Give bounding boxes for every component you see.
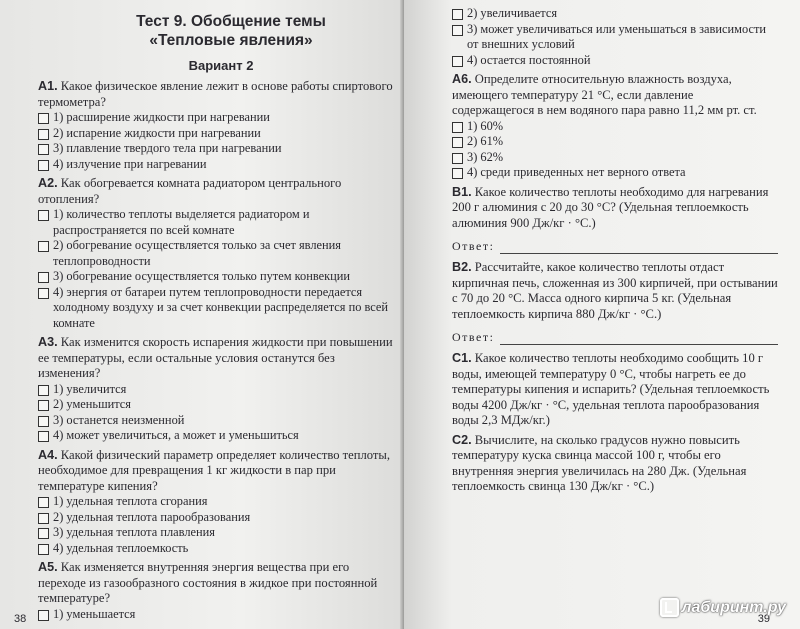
question-c2	[452, 433, 778, 495]
checkbox[interactable]	[38, 544, 49, 555]
checkbox[interactable]	[452, 56, 463, 67]
answer-line[interactable]	[500, 243, 778, 254]
option-a1-1[interactable]: 1) расширение жидкости при нагревании	[38, 110, 394, 126]
option-a4-1[interactable]: 1) удельная теплота сгорания	[38, 494, 394, 510]
question-text: Определите относительную влажность воздуха, имеющего температуру 21 °С, если давление содержащегося в нем водяного пара равно 11,2 мм рт. ст.	[452, 72, 757, 117]
checkbox[interactable]	[38, 160, 49, 171]
question-a2	[38, 176, 394, 207]
option-a3-1[interactable]: 1) увеличится	[38, 382, 394, 398]
option-a2-1[interactable]: 1) количество теплоты выделяется радиатором и распространяется по всей комнате	[38, 207, 394, 238]
question-text: Как изменится скорость испарения жидкости при повышении ее температуры, если остальные условия останутся без изменения?	[38, 335, 393, 380]
watermark	[660, 598, 786, 617]
option-a3-2[interactable]: 2) уменьшится	[38, 397, 394, 413]
question-a1	[38, 79, 394, 110]
option-a5-3[interactable]: 3) может увеличиваться или уменьшаться в зависимости от внешних условий	[452, 22, 778, 53]
question-text: Какое физическое явление лежит в основе работы спиртового термометра?	[38, 79, 393, 109]
question-label: А1.	[38, 79, 58, 93]
option-a3-4[interactable]: 4) может увеличиться, а может и уменьшиться	[38, 428, 394, 444]
checkbox[interactable]	[38, 385, 49, 396]
option-a6-1[interactable]: 1) 60%	[452, 119, 778, 135]
watermark-text: лабиринт.ру	[681, 598, 786, 616]
question-label: С2.	[452, 432, 472, 447]
checkbox[interactable]	[452, 168, 463, 179]
checkbox[interactable]	[38, 144, 49, 155]
question-a3	[38, 335, 394, 382]
option-a1-3[interactable]: 3) плавление твердого тела при нагревании	[38, 141, 394, 157]
question-b1	[452, 185, 778, 232]
test-subtitle: «Тепловые явления»	[149, 32, 313, 49]
checkbox[interactable]	[38, 113, 49, 124]
question-text: Рассчитайте, какое количество теплоты отдаст кирпичная печь, сложенная из 300 кирпичей, при остывании с 70 до 20 °С. Масса одного кирпича 5 кг. (Удельная теплоемкость кирпича 880 Дж/кг · °С.)	[452, 260, 778, 321]
question-label: А6.	[452, 72, 472, 86]
option-a1-4[interactable]: 4) излучение при нагревании	[38, 157, 394, 173]
checkbox[interactable]	[38, 497, 49, 508]
option-a2-4[interactable]: 4) энергия от батареи путем теплопроводности передается холодному воздуху и за счет конвекции распределяется по всей комнате	[38, 285, 394, 332]
question-text: Какой физический параметр определяет количество теплоты, необходимое для превращения 1 кг жидкости в пар при температуре кипения?	[38, 447, 391, 493]
question-text: Вычислите, на сколько градусов нужно повысить температуру куска свинца массой 100 г, чтобы его внутренняя энергия увеличилась на 280 Дж. (Удельная теплоемкость свинца 130 Дж/кг · °С.)	[452, 432, 747, 493]
checkbox[interactable]	[38, 400, 49, 411]
answer-label: Ответ:	[452, 239, 495, 253]
checkbox[interactable]	[452, 153, 463, 164]
test-title: Тест 9. Обобщение темы	[136, 13, 326, 30]
checkbox[interactable]	[38, 129, 49, 140]
checkbox[interactable]	[38, 528, 49, 539]
checkbox[interactable]	[38, 272, 49, 283]
answer-field-b1[interactable]	[452, 239, 778, 254]
right-page	[404, 0, 800, 629]
answer-label: Ответ:	[452, 330, 495, 344]
checkbox[interactable]	[38, 288, 49, 299]
option-a3-3[interactable]: 3) останется неизменной	[38, 413, 394, 429]
checkbox[interactable]	[452, 122, 463, 133]
checkbox[interactable]	[38, 416, 49, 427]
question-b2	[452, 260, 778, 322]
question-label: С1.	[452, 351, 472, 365]
checkbox[interactable]	[38, 431, 49, 442]
question-a5	[38, 560, 394, 607]
page-number-left: 38	[14, 613, 27, 625]
option-a6-3[interactable]: 3) 62%	[452, 150, 778, 166]
question-label: А3.	[38, 335, 58, 349]
checkbox[interactable]	[38, 241, 49, 252]
checkbox[interactable]	[38, 210, 49, 221]
question-text: Какое количество теплоты необходимо для нагревания 200 г алюминия с 20 до 30 °С? (Удельная теплоемкость алюминия 900 Дж/кг · °С.)	[452, 184, 769, 230]
option-a2-3[interactable]: 3) обогревание осуществляется только путем конвекции	[38, 269, 394, 285]
question-a4	[38, 448, 394, 495]
question-text: Как изменяется внутренняя энергия вещества при его переходе из газообразного состояния в жидкое при постоянной температуре?	[38, 560, 378, 605]
answer-field-b2[interactable]	[452, 330, 778, 345]
option-a1-2[interactable]: 2) испарение жидкости при нагревании	[38, 126, 394, 142]
checkbox[interactable]	[38, 513, 49, 524]
answer-line[interactable]	[500, 334, 778, 345]
question-text: Как обогревается комната радиатором центрального отопления?	[38, 176, 342, 206]
checkbox[interactable]	[452, 25, 463, 36]
option-a6-4[interactable]: 4) среди приведенных нет верного ответа	[452, 165, 778, 181]
variant-heading: Вариант 2	[188, 58, 254, 73]
question-label: А4.	[38, 447, 58, 462]
question-a6	[452, 72, 778, 119]
question-label: В2.	[452, 260, 472, 274]
option-a6-2[interactable]: 2) 61%	[452, 134, 778, 150]
question-label: А5.	[38, 560, 58, 574]
checkbox[interactable]	[38, 610, 49, 621]
option-a5-2[interactable]: 2) увеличивается	[452, 6, 778, 22]
question-text: Какое количество теплоты необходимо сообщить 10 г воды, имеющей температуру 0 °С, чтобы нагреть ее до температуры кипения и испарить? (Удельная теплоемкость воды 4200 Дж/кг · °С, удельная теплота парообразования воды 2,3 МДж/кг.)	[452, 351, 770, 427]
option-a5-1[interactable]: 1) уменьшается	[38, 607, 394, 623]
option-a4-4[interactable]: 4) удельная теплоемкость	[38, 541, 394, 557]
checkbox[interactable]	[452, 137, 463, 148]
labirint-logo-icon	[660, 598, 679, 617]
question-c1	[452, 351, 778, 429]
page-number-right: 39	[757, 613, 770, 625]
checkbox[interactable]	[452, 9, 463, 20]
option-a5-4[interactable]: 4) остается постоянной	[452, 53, 778, 69]
question-label: В1.	[452, 184, 472, 199]
option-a4-3[interactable]: 3) удельная теплота плавления	[38, 525, 394, 541]
option-a4-2[interactable]: 2) удельная теплота парообразования	[38, 510, 394, 526]
question-label: А2.	[38, 176, 58, 190]
option-a2-2[interactable]: 2) обогревание осуществляется только за счет явления теплопроводности	[38, 238, 394, 269]
